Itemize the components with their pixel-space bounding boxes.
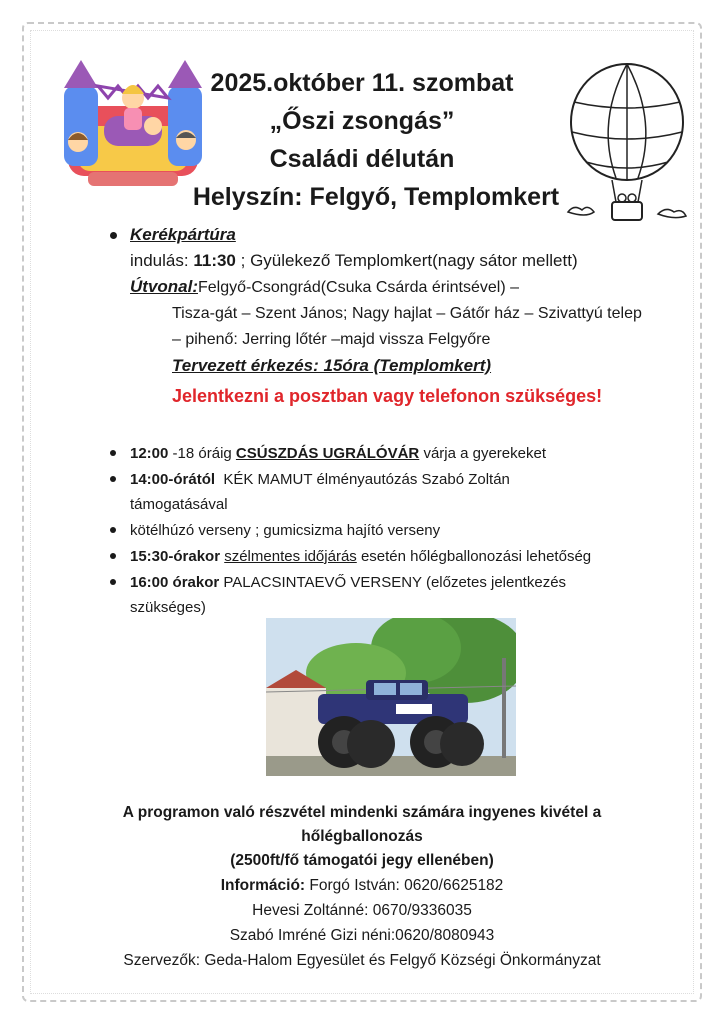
bullet-icon xyxy=(110,527,116,533)
list-item xyxy=(108,467,688,517)
info-label: Információ: xyxy=(220,877,306,894)
free-entry-exception: hőlégballonozás xyxy=(301,828,423,845)
info-line xyxy=(0,873,724,898)
contact-3: Szabó Imréné Gizi néni:0620/8080943 xyxy=(229,927,495,944)
date-line: 2025.október 11. szombat xyxy=(210,69,514,97)
event-name: „Őszi zsongás” xyxy=(269,107,455,135)
subtitle: Családi délután xyxy=(269,145,455,173)
bike-tour-section xyxy=(108,222,708,409)
item-time: 16:00 órakor xyxy=(130,574,220,591)
bike-tour-title: Kerékpártúra xyxy=(130,225,236,244)
list-item xyxy=(108,570,688,620)
bullet-icon xyxy=(110,476,116,482)
item-time: 14:00-órától xyxy=(130,471,216,488)
bullet-icon xyxy=(110,553,116,559)
location: Helyszín: Felgyő, Templomkert xyxy=(192,183,560,211)
ticket-note: (2500ft/fő támogatói jegy ellenében) xyxy=(230,852,494,869)
item-text: -18 óráig xyxy=(172,445,232,462)
departure-line xyxy=(108,248,708,274)
bullet-icon xyxy=(110,232,117,239)
contact-2: Hevesi Zoltánné: 0670/9336035 xyxy=(252,902,472,919)
route-label: Útvonal: xyxy=(130,277,198,296)
item-highlight: CSÚSZDÁS UGRÁLÓVÁR xyxy=(235,445,420,462)
item-text: esetén hőlégballonozási lehetőség xyxy=(360,548,592,565)
route-text-1: Felgyő-Csongrád(Csuka Csárda érintsével) – xyxy=(198,279,520,296)
item-text: kötélhúzó verseny ; gumicsizma hajító verseny xyxy=(130,522,441,539)
program-list xyxy=(108,441,688,620)
item-time: 15:30-órakor xyxy=(130,548,221,565)
item-text: PALACSINTAEVŐ VERSENY (előzetes jelentkezés xyxy=(223,574,567,591)
list-item xyxy=(108,441,688,466)
item-text: szükséges) xyxy=(130,599,206,616)
arrival-time: Tervezett érkezés: 15óra (Templomkert) xyxy=(172,356,492,375)
organizers: Szervezők: Geda-Halom Egyesület és Felgyő Községi Önkormányzat xyxy=(123,952,601,969)
bullet-icon xyxy=(110,450,116,456)
bullet-icon xyxy=(110,579,116,585)
item-time: 12:00 xyxy=(130,445,169,462)
departure-label: indulás: xyxy=(130,251,189,270)
route-line xyxy=(108,274,708,301)
header xyxy=(0,64,724,216)
footer xyxy=(0,801,724,973)
route-text-3: – pihenő: Jerring lőtér –majd vissza Felgyőre xyxy=(172,331,491,348)
list-item xyxy=(108,544,688,569)
route-text-2: Tisza-gát – Szent János; Nagy hajlat – Gátőr ház – Szivattyú telep xyxy=(172,305,642,322)
item-text: KÉK MAMUT élményautózás Szabó Zoltán xyxy=(223,471,510,488)
departure-time: 11:30 xyxy=(193,251,236,270)
list-item xyxy=(108,518,688,543)
monster-truck-photo xyxy=(266,618,516,776)
item-highlight: szélmentes időjárás xyxy=(224,548,357,565)
item-text: várja a gyerekeket xyxy=(423,445,547,462)
item-text: támogatásával xyxy=(130,496,228,513)
free-entry-note: A programon való részvétel mindenki számára ingyenes kivétel a xyxy=(122,804,602,821)
signup-note: Jelentkezni a posztban vagy telefonon szükséges! xyxy=(172,386,603,406)
departure-place: ; Gyülekező Templomkert(nagy sátor mellett) xyxy=(240,251,578,270)
contact-1: Forgó István: 0620/6625182 xyxy=(309,877,504,894)
